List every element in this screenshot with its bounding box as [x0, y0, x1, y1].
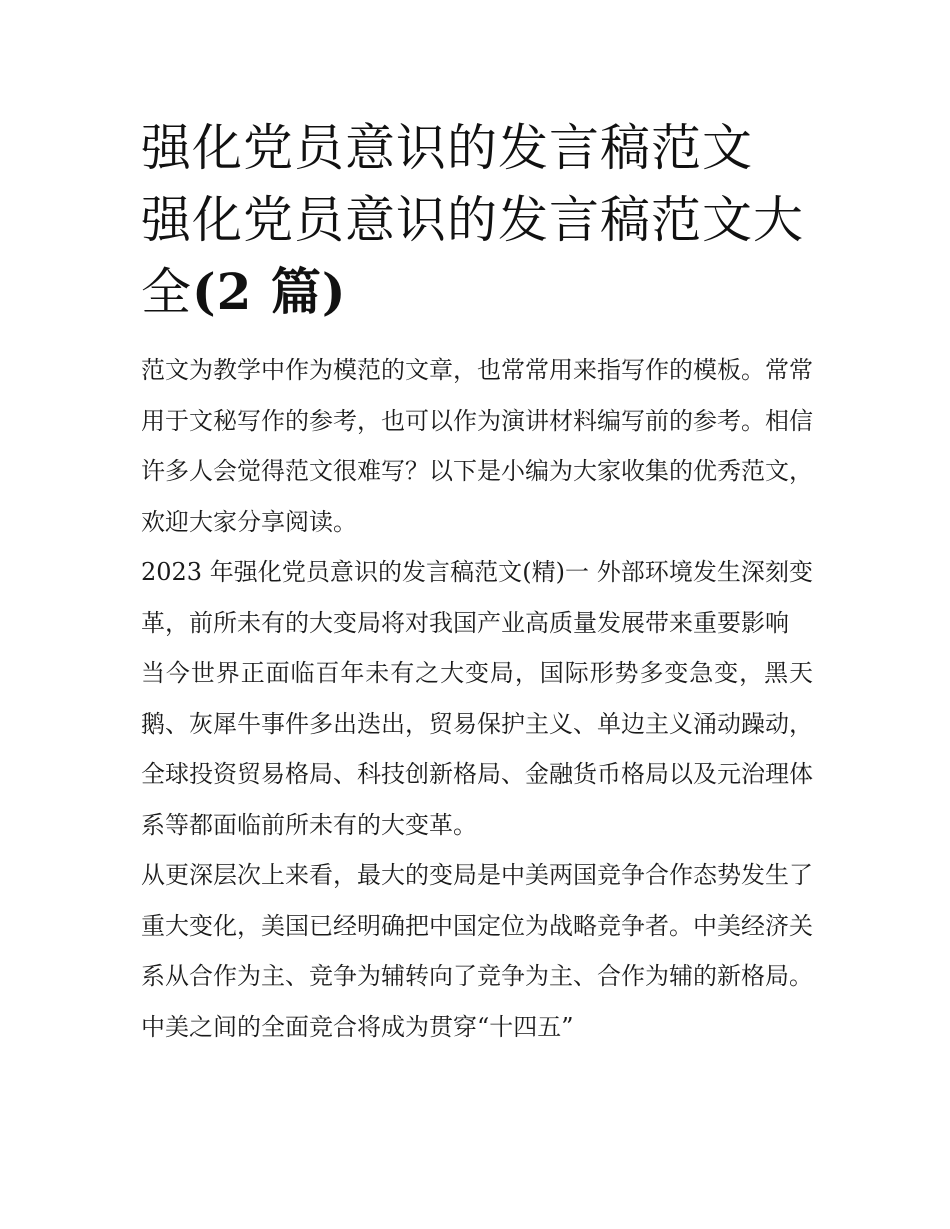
- document-body: [141, 345, 813, 1052]
- paragraph-section-heading: 2023 年强化党员意识的发言稿范文(精)一 外部环境发生深刻变革，前所未有的大变局将对我国产业高质量发展带来重要影响: [141, 558, 813, 637]
- document-title-suffix: (2 篇): [192, 262, 347, 321]
- paragraph-us-china-relations: 从更深层次上来看，最大的变局是中美两国竞争合作态势发生了重大变化，美国已经明确把中国定位为战略竞争者。中美经济关系从合作为主、竞争为辅转向了竞争为主、合作为辅的新格局。中美之间的全面竞合将成为贯穿“十四五”: [141, 861, 813, 1041]
- document-title-main: 强化党员意识的发言稿范文 强化党员意识的发言稿范文大全: [141, 119, 804, 321]
- document-page: [141, 112, 813, 1052]
- paragraph-world-situation: 当今世界正面临百年未有之大变局，国际形势多变急变，黑天鹅、灰犀牛事件多出迭出，贸易保护主义、单边主义涌动躁动，全球投资贸易格局、科技创新格局、金融货币格局以及元治理体系等都面临前所未有的大变革。: [141, 659, 813, 839]
- document-title: [141, 112, 813, 328]
- paragraph-intro: 范文为教学中作为模范的文章，也常常用来指写作的模板。常常用于文秘写作的参考，也可以作为演讲材料编写前的参考。相信许多人会觉得范文很难写？以下是小编为大家收集的优秀范文，欢迎大家分享阅读。: [141, 356, 813, 536]
